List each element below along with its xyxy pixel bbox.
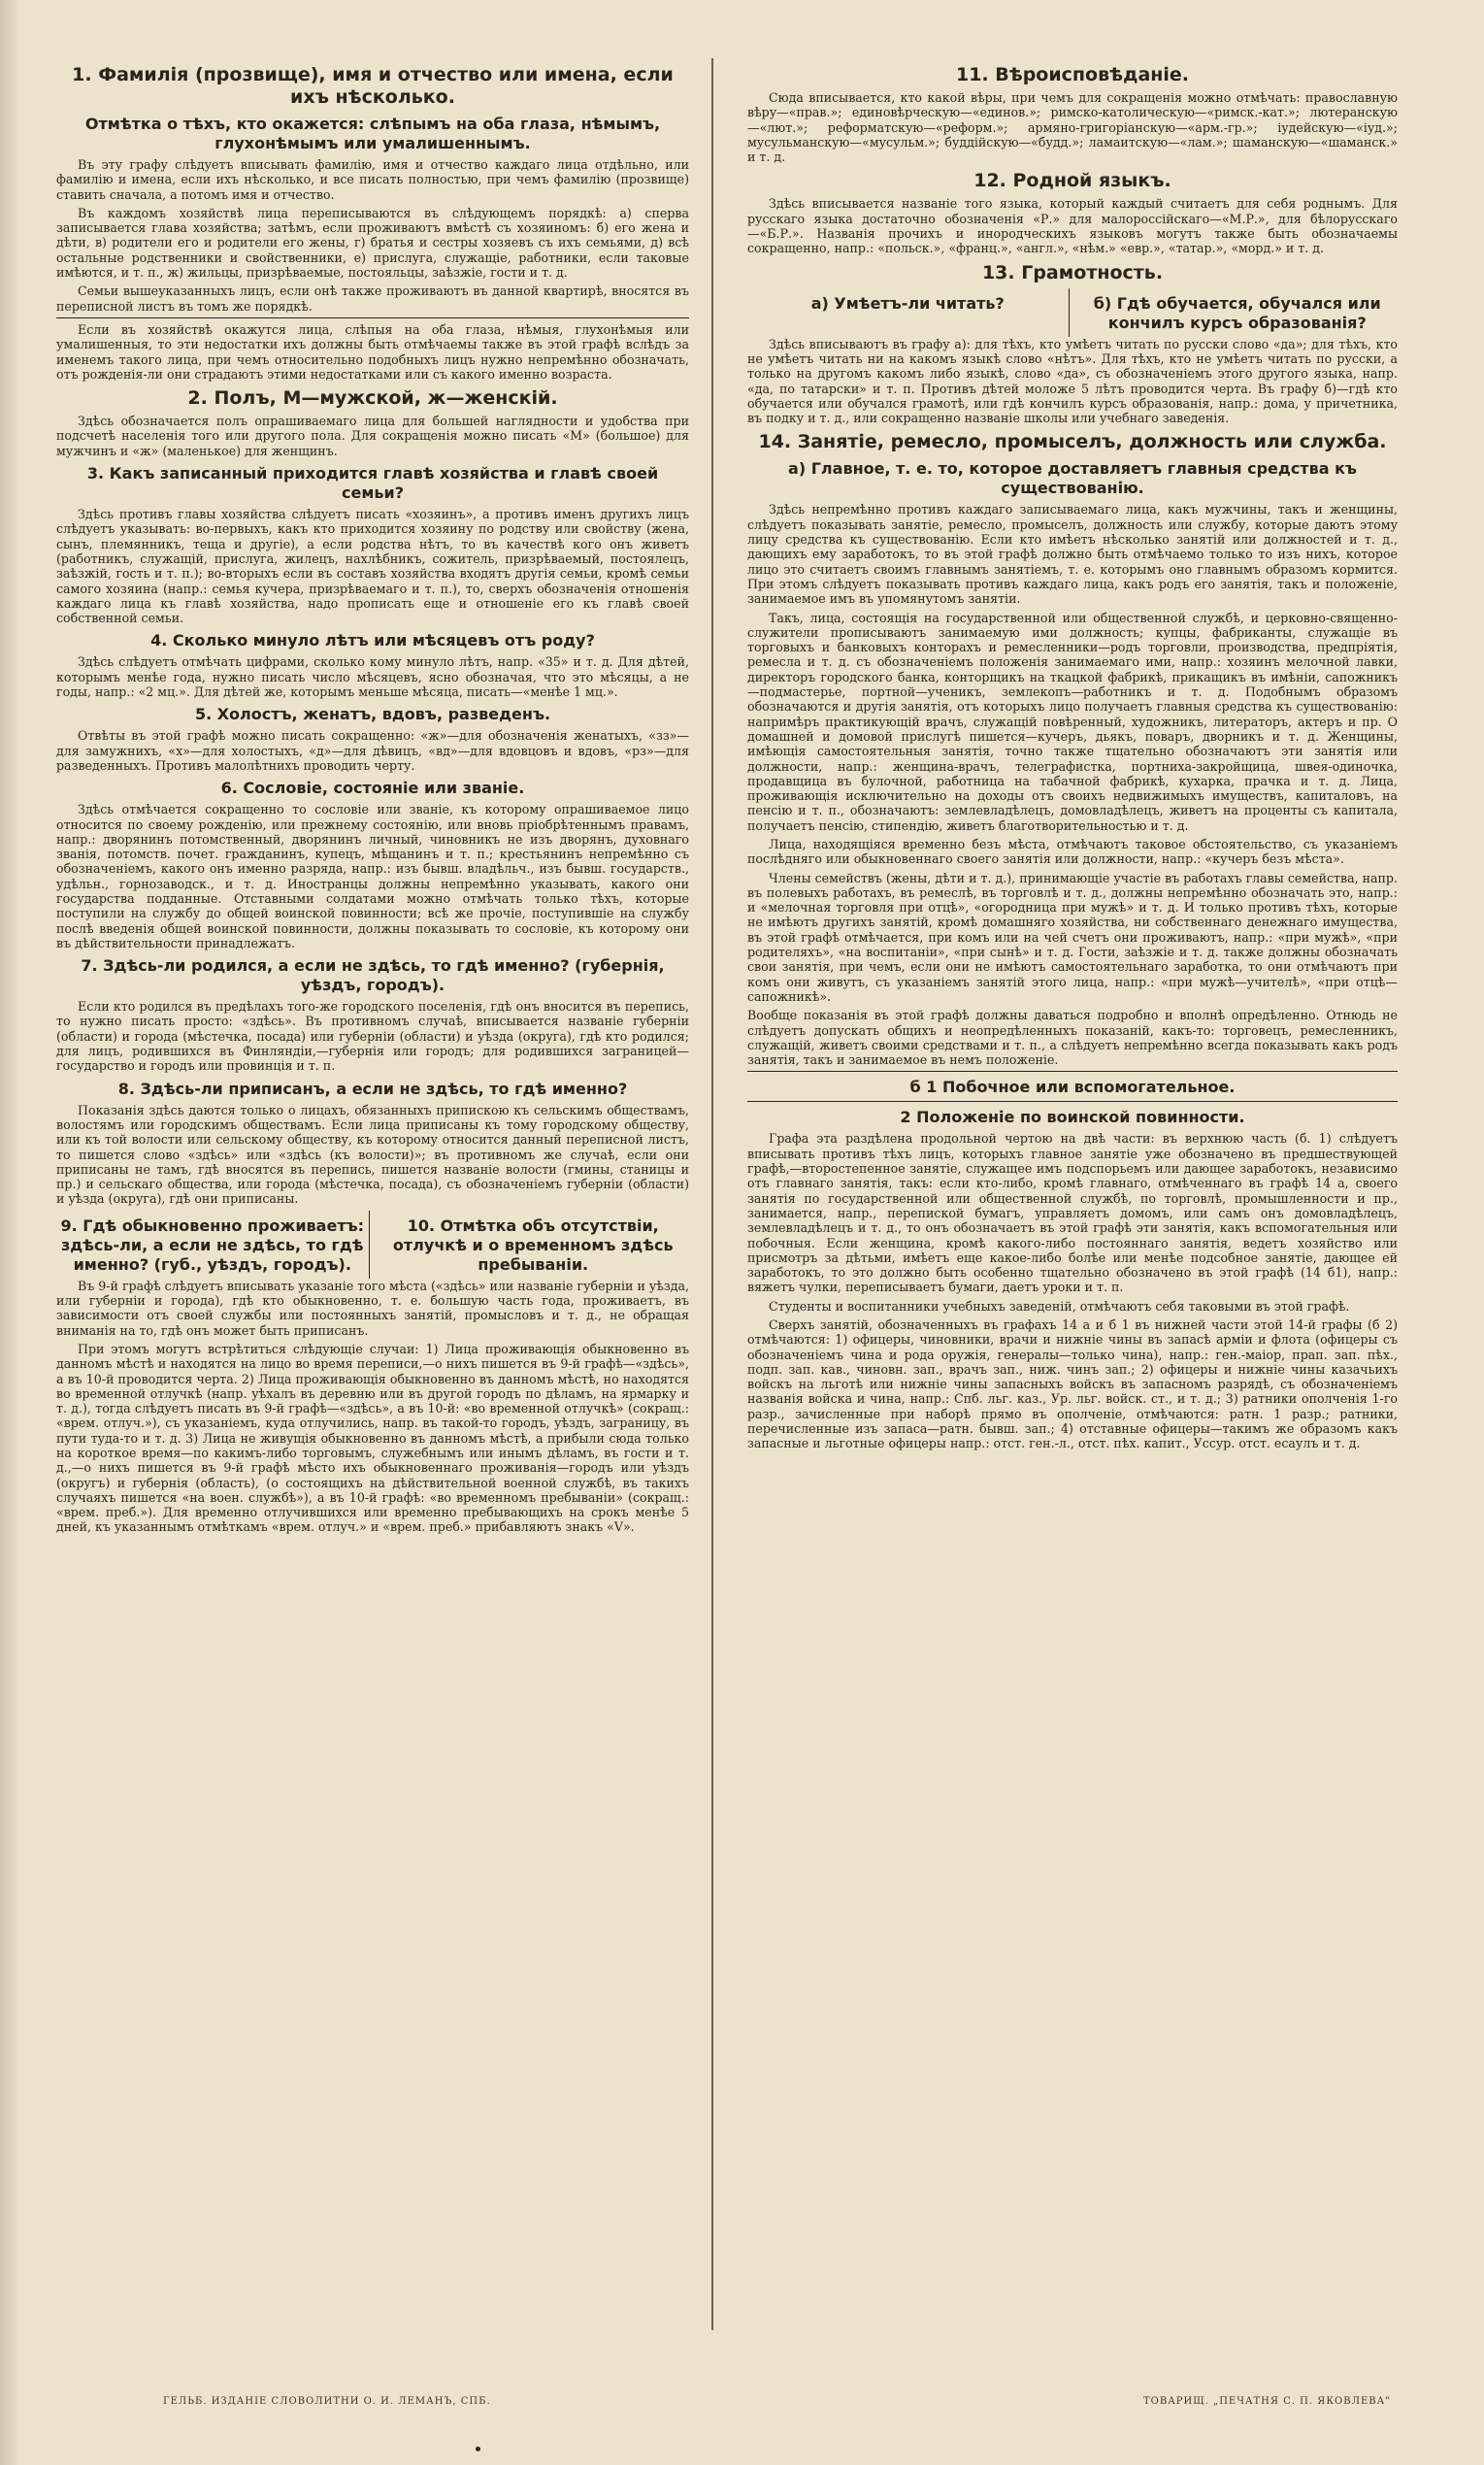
section-14-text: Лица, находящіяся временно безъ мѣста, отмѣчаютъ таковое обстоятельство, съ указаніемъ послѣдняго или обыкновеннаго своего занятія или должности, напр.: «кучеръ безъ мѣста». <box>747 836 1398 867</box>
section-9-title: 9. Гдѣ обыкновенно проживаетъ: здѣсь-ли, а если не здѣсь, то гдѣ именно? (губ., уѣздъ, городъ). <box>60 1216 365 1274</box>
section-6-text: Здѣсь отмѣчается сокращенно то сословіе или званіе, къ которому опрашиваемое лицо относится по своему рожденію, или прежнему состоянію, или вновь пріобрѣтеннымъ правамъ, напр.: дворянинъ потомственный, дворянинъ личный, чиновникъ не изъ дворянъ, духовнаго званія, потомств. почет. гражданинъ, купецъ, мѣщанинъ и т. п.; крестьянинъ непремѣнно съ обозначеніемъ, какого онъ именно разряда, напр.: изъ бывш. владѣльч., изъ бывш. государств., удѣльн., горнозаводск., и т. д. Иностранцы должны непремѣнно указывать, какого они государства подданные. Отставными солдатами можно отмѣчать только тѣхъ, которые поступили на службу до общей воинской повинности; всѣ же прочіе, поступившіе на службу послѣ введенія общей воинской повинности, должны показывать то сословіе, къ которому они въ дѣйствительности принадлежатъ. <box>56 802 689 950</box>
section-2-title: 2. Полъ, М—мужской, ж—женскій. <box>187 387 558 410</box>
divider <box>56 317 689 318</box>
section-1-text: Въ каждомъ хозяйствѣ лица переписываются въ слѣдующемъ порядкѣ: а) сперва записывается глава хозяйства; затѣмъ, если проживаютъ вмѣстѣ съ хозяиномъ: б) его жена и дѣти, в) родители его и родители его жены, г) братья и сестры хозяевъ съ ихъ семьями, д) всѣ остальные родственники и свойственники, е) прислуга, служащіе, работники, если таковые имѣются, и т. п., ж) жильцы, призрѣваемые, постояльцы, заѣзжіе, гости и т. д. <box>56 205 689 281</box>
section-14b-text: Сверхъ занятій, обозначенныхъ въ графахъ 14 а и б 1 въ нижней части этой 14-й графы (б 2) отмѣчаются: 1) офицеры, чиновники, врачи и нижніе чины въ запасѣ арміи и флота (офицеры съ обозначеніемъ чина и рода оружія, генералы—только чина), напр.: ген.-маіор, прап. зап. пѣх., подп. зап. кав., чиновн. зап., врачъ зап., ниж. чинъ зап.; 2) офицеры и нижніе чины казачьихъ войскъ на льготѣ или нижніе чины запасныхъ войскъ въ запасномъ разрядѣ, съ обозначеніемъ названія войска и чина, напр.: Спб. льг. каз., Ур. льг. войск. ст., и т. д.; 3) ратники ополченія 1-го разр., зачисленные при наборѣ прямо въ ополченіе, отмѣчаются: ратн. 1 разр.; ратники, перечисленные изъ запаса—ратн. бывш. зап.; 4) отставные офицеры—такимъ же образомъ какъ запасные и льготные офицеры напр.: отст. ген.-л., отст. пѣх. капит., Уссур. отст. есаулъ и т. д. <box>747 1317 1398 1451</box>
section-14-subtitle: а) Главное, т. е. то, которое доставляетъ главныя средства къ существованію. <box>788 459 1357 498</box>
section-14b-text: Студенты и воспитанники учебныхъ заведеній, отмѣчаютъ себя таковыми въ этой графѣ. <box>769 1298 1350 1314</box>
section-5-text: Отвѣты въ этой графѣ можно писать сокращенно: «ж»—для обозначенія женатыхъ, «зз»—для замужнихъ, «х»—для холостыхъ, «д»—для дѣвицъ, «вд»—для вдовцовъ и вдовъ, «рз»—для разведенныхъ. Противъ малолѣтнихъ проводить черту. <box>56 728 689 773</box>
section-8-title: 8. Здѣсь-ли приписанъ, а если не здѣсь, то гдѣ именно? <box>117 1079 628 1098</box>
section-2-text: Здѣсь обозначается полъ опрашиваемаго лица для большей наглядности и удобства при подсчетѣ населенія того или другого пола. Для сокращенія можно писать «М» (большое) для мужчинъ и «ж» (маленькое) для женщинъ. <box>56 414 689 458</box>
section-11-text: Сюда вписывается, кто какой вѣры, при чемъ для сокращенія можно отмѣчать: православную вѣру—«прав.»; единовѣрческую—«единов.»; римско-католическую—«римск.-кат.»; лютеранскую—«лют.»; реформатскую—«реформ.»; армяно-григоріанскую—«арм.-гр.»; іудейскую—«іуд.»; мусульманскую—«мусульм.»; буддійскую—«будд.»; ламаитскую—«лам.»; шаманскую—«шаманск.» и т. д. <box>747 90 1398 165</box>
section-1-text: Семьи вышеуказанныхъ лицъ, если онѣ также проживаютъ въ данной квартирѣ, вносятся въ переписной листъ въ томъ же порядкѣ. <box>56 283 689 314</box>
section-14-text: Такъ, лица, состоящія на государственной или общественной службѣ, и церковно-священно-служители прописываютъ занимаемую ими должность; купцы, фабриканты, служащіе въ торговыхъ и банковыхъ конторахъ и ремесленники—родъ торговли, производства, предпріятія, ремесла и т. д. съ обозначеніемъ положенія занимаемаго ими, напр.: хозяинъ мелочной лавки, директоръ городского банка, конторщикъ на ткацкой фабрикѣ, прикащикъ въ имѣніи, сапожникъ—подмастерье, портной—ученикъ, землекопъ—работникъ и т. д. Подобнымъ образомъ обозначаются и другія занятія, отъ которыхъ лицо получаетъ главныя средства къ существованію: напримѣръ практикующій врачъ, служащій повѣренный, художникъ, литераторъ, актеръ и пр. О домашней и домовой прислугѣ пишется—кучеръ, дьякъ, поваръ, дворникъ и т. д. Женщины, имѣющія самостоятельныя занятія, точно также тщательно обозначаютъ эти занятія или должности, напр.: женщина-врачъ, телеграфистка, портниха-закройщица, швея-одиночка, продавщица въ булочной, работница на табачной фабрикѣ, кухарка, прачка и т. д. Лица, проживающія исключительно на доходы отъ своихъ недвижимыхъ имуществъ, капиталовъ, на пенсію и т. п., обозначаютъ: землевладѣлецъ, домовладѣлецъ, живетъ на проценты съ капитала, получаетъ пенсію, стипендію, живетъ благотворительностью и т. д. <box>747 610 1398 833</box>
page-edge-shadow <box>0 0 21 2465</box>
section-9-text: Въ 9-й графѣ слѣдуетъ вписывать указаніе того мѣста («здѣсь» или названіе губерніи и уѣзда, или губерніи и города), гдѣ кто обыкновенно, т. е. большую часть года, проживаетъ, въ зависимости отъ своей службы или постоянныхъ занятій, промысловъ и т. д., не обращая вниманія на то, гдѣ онъ может быть приписанъ. <box>56 1278 689 1338</box>
section-4-text: Здѣсь слѣдуетъ отмѣчать цифрами, сколько кому минуло лѣтъ, напр. «35» и т. д. Для дѣтей, которымъ менѣе года, нужно писать число мѣсяцевъ, ясно обозначая, что это мѣсяцы, а не годы, напр.: «2 мц.». Для дѣтей же, которымъ меньше мѣсяца, писать—«менѣе 1 мц.». <box>56 654 689 700</box>
section-14-text: Здѣсь непремѣнно противъ каждаго записываемаго лица, какъ мужчины, такъ и женщины, слѣдуетъ показывать занятіе, ремесло, промыселъ, должность или службу, которые даютъ этому лицу средства къ существованію. Если кто имѣетъ нѣсколько занятій или должностей и т. д., дающихъ ему заработокъ, то въ этой графѣ должно быть отмѣчаемо только то изъ нихъ, которое лицо это считаетъ своимъ главнымъ занятіемъ, т. е. которымъ оно главнымъ образомъ кормится. При этомъ слѣдуетъ показывать противъ каждаго лица, какъ родъ его занятія, такъ и положеніе, занимаемое имъ въ упомянутомъ занятіи. <box>747 502 1398 607</box>
printer-credit-left: ГЕЛЬБ. ИЗДАНІЕ СЛОВОЛИТНИ О. И. ЛЕМАНЪ, СПБ. <box>163 2396 491 2407</box>
section-13-text: Здѣсь вписываютъ въ графу а): для тѣхъ, кто умѣетъ читать по русски слово «да»; для тѣхъ, кто не умѣетъ читать ни на какомъ языкѣ слово «нѣтъ». Для тѣхъ, кто не умѣетъ читать по русски, а только на другомъ какомъ либо языкѣ, слово «да», съ обозначеніемъ этого другого языка, напр. «да, по татарски» и т. п. Противъ дѣтей моложе 5 лѣтъ проводится черта. Въ графу б)—гдѣ кто обучается или обучался грамотѣ, или гдѣ кончилъ курсъ образованія, напр.: дома, у причетника, въ подку и т. д., или сокращенно названіе школы или учебнаго заведенія. <box>747 336 1398 426</box>
section-9-text: При этомъ могутъ встрѣтиться слѣдующіе случаи: 1) Лица проживающія обыкновенно въ данномъ мѣстѣ и находятся на лицо во время переписи,—о нихъ пишется въ 9-й графѣ—«здѣсь», а въ 10-й проводится черта. 2) Лица проживающія обыкновенно въ данномъ мѣстѣ, но находятся во временной отлучкѣ (напр. уѣхалъ въ деревню или въ другой городъ по дѣламъ, на ярмарку и т. д.), тогда слѣдуетъ писать въ 9-й графѣ—«здѣсь», а въ 10-й: «во временной отлучкѣ» (сокращ.: «врем. отлуч.»), съ указаніемъ, куда отлучились, напр. въ такой-то городъ, уѣздъ, заграницу, въ пути туда-то и т. д. 3) Лица не живущія обыкновенно въ данномъ мѣстѣ, а прибыли сюда только на короткое время—по какимъ-либо торговымъ, служебнымъ или инымъ дѣламъ, въ гости и т. д.,—о нихъ пишется въ 9-й графѣ мѣсто ихъ обыкновеннаго проживанія—городъ или уѣздъ (округъ) и губернія (область), (о состоящихъ на дѣйствительной военной службѣ, въ такихъ случаяхъ пишется «на воен. службѣ»), а въ 10-й графѣ: «во временномъ пребываніи» (сокращ.: «врем. преб.»). Для временно отлучившихся или временно пребывающихъ на срокъ менѣе 5 дней, къ указаннымъ отмѣткамъ «врем. отлуч.» и «врем. преб.» прибавляютъ знакъ «V». <box>56 1341 689 1535</box>
column-divider <box>711 58 713 2330</box>
section-14b1-title: б 1 Побочное или вспомогательное. <box>909 1078 1236 1097</box>
section-7-title: 7. Здѣсь-ли родился, а если не здѣсь, то гдѣ именно? (губернія, уѣздъ, городъ). <box>81 956 665 995</box>
section-3-title: 3. Какъ записанный приходится главѣ хозяйства и главѣ своей семьи? <box>86 464 659 503</box>
section-6-title: 6. Сословіе, состояніе или званіе. <box>220 779 525 798</box>
divider <box>747 1071 1398 1072</box>
section-3-text: Здѣсь противъ главы хозяйства слѣдуетъ писать «хозяинъ», а противъ именъ другихъ лицъ слѣдуетъ указывать: во-первыхъ, какъ кто приходится хозяину по родству или свойству (жена, сынъ, племянникъ, теща и другіе), а если родства нѣтъ, то въ качествѣ кого онъ живетъ (работникъ, служащій, прислуга, жилецъ, нахлѣбникъ, сожитель, призрѣваемый, постоялецъ, заѣзжій, гость и т. п.); во-вторыхъ если въ составъ хозяйства входятъ другія семьи, кромѣ семьи самого хозяина (напр.: семья кучера, призрѣваемаго и т. п.), то, сверхъ обозначенія отношенія каждаго лица къ главѣ хозяйства, надо прописать еще и отношеніе его къ главѣ своей собственной семьи. <box>56 507 689 626</box>
section-14-note: Вообще показанія въ этой графѣ должны даваться подробно и вполнѣ опредѣленно. Отнюдь не слѣдуетъ допускать общихъ и неопредѣленныхъ показаній, какъ-то: торговецъ, ремесленникъ, служащій, живетъ своими средствами и т. п., а слѣдуетъ непремѣнно всегда показывать какъ родъ занятія, такъ и занимаемое въ немъ положеніе. <box>747 1008 1398 1068</box>
section-1-text: Если въ хозяйствѣ окажутся лица, слѣпыя на оба глаза, нѣмыя, глухонѣмыя или умалишенныя, то эти недостатки ихъ должны быть отмѣчаемы также въ этой графѣ вслѣдъ за именемъ такого лица, при чемъ относительно подобныхъ лицъ нужно непремѣнно обозначать, отъ рожденія-ли они страдаютъ этими недостатками или съ какого именно возраста. <box>56 321 689 382</box>
section-1-subtitle: Отмѣтка о тѣхъ, кто окажется: слѣпымъ на оба глаза, нѣмымъ, глухонѣмымъ или умалишеннымъ. <box>84 115 661 152</box>
section-13a-title: а) Умѣетъ-ли читать? <box>810 293 1005 313</box>
sections-9-10-header <box>56 1211 689 1279</box>
section-13-subheads <box>747 288 1398 337</box>
section-13-title: 13. Грамотность. <box>981 261 1164 283</box>
section-8-text: Показанія здѣсь даются только о лицахъ, обязанныхъ припискою къ сельскимъ обществамъ, волостямъ или городскимъ обществамъ. Если лица приписаны къ тому городскому обществу, или къ той волости или сельскому обществу, къ которому относится данный переписной листъ, то пишется слово «здѣсь» или «здѣсь (къ волости)»; въ противномъ же случаѣ, если они приписаны не тамъ, гдѣ вносятся въ перепись, пишется названіе волости (гмины, станицы и пр.) и сельскаго общества, или города (мѣстечка, посада), съ обозначеніемъ губерніи (области) и уѣзда (округа), гдѣ они приписаны. <box>56 1102 689 1207</box>
section-4-title: 4. Сколько минуло лѣтъ или мѣсяцевъ отъ роду? <box>150 631 595 650</box>
section-7-text: Если кто родился въ предѣлахъ того-же городского поселенія, гдѣ онъ вносится въ перепись, то нужно писать просто: «здѣсь». Въ противномъ случаѣ, вписывается названіе губерніи (области) и города (мѣстечка, посада) или губерніи (области) и уѣзда (округа), гдѣ кто родился; для лицъ, родившихся въ Финляндіи,—губернія или городъ; для родившихся заграницей—государство и городъ или провинція и т. п. <box>56 999 689 1074</box>
ink-dot <box>476 2447 480 2451</box>
section-12-title: 12. Родной языкъ. <box>973 170 1171 192</box>
section-14-title: 14. Занятіе, ремесло, промыселъ, должность или служба. <box>758 431 1387 453</box>
section-1-text: Въ эту графу слѣдуетъ вписывать фамилію, имя и отчество каждаго лица отдѣльно, или фамилію и имена, если ихъ нѣсколько, и все писать полностью, при чемъ фамилію (прозвище) ставить сначала, а потомъ имя и отчество. <box>56 157 689 202</box>
section-14b2-title: 2 Положеніе по воинской повинности. <box>900 1108 1245 1127</box>
section-12-text: Здѣсь вписывается названіе того языка, который каждый считаетъ для себя роднымъ. Для русскаго языка достаточно обозначенія «Р.» для малороссійскаго—«М.Р.», для бѣлорусскаго—«Б.Р.». Названія прочихъ и инородческихъ языковъ могутъ также быть обозначаемы сокращенно, напр.: «польск.», «франц.», «англ.», «нѣм.» «евр.», «татар.», «морд.» и т. д. <box>747 196 1398 256</box>
section-5-title: 5. Холостъ, женатъ, вдовъ, разведенъ. <box>194 705 551 724</box>
divider <box>747 1101 1398 1102</box>
right-column <box>747 58 1398 1455</box>
section-1-title: 1. Фамилія (прозвище), имя и отчество или имена, если ихъ нѣсколько. <box>72 64 674 108</box>
printer-credit-right: ТОВАРИЩ. „ПЕЧАТНЯ С. П. ЯКОВЛЕВА" <box>1143 2396 1391 2407</box>
section-14-text: Члены семействъ (жены, дѣти и т. д.), принимающіе участіе въ работахъ главы семейства, напр. въ полевыхъ работахъ, въ ремеслѣ, въ торговлѣ и т. д., должны непремѣнно обозначать это, напр.: и «мелочная торговля при отцѣ», «огородница при мужѣ» и т. д. И только противъ тѣхъ, которые не имѣютъ другихъ занятій, кромѣ домашняго хозяйства, ни собственнаго денежнаго имущества, въ этой графѣ отмѣчается, при комъ или на чей счетъ они проживаютъ, напр.: «при мужѣ», «при родителяхъ», «на воспитаніи», «при сынѣ» и т. д. Гости, заѣзжіе и т. д. также должны обозначать свои занятія, при чемъ, если они не имѣютъ самостоятельнаго заработка, то они отмѣчаютъ при комъ они живутъ, съ указаніемъ занятій этого лица, напр.: «при мужѣ—учителѣ», «при отцѣ—сапожникѣ». <box>747 870 1398 1004</box>
section-14b-text: Графа эта раздѣлена продольной чертою на двѣ части: въ верхнюю часть (б. 1) слѣдуетъ вписывать противъ тѣхъ лицъ, которыхъ главное занятіе уже обозначено въ предшествующей графѣ,—второстепенное занятіе, служащее имъ подспорьемъ или дающее заработокъ, независимо отъ главнаго занятія, такъ: если кто-либо, кромѣ главнаго, отмѣченнаго въ графѣ 14 а, своего занятія по государственной или общественной службѣ, по торговлѣ, промышленности и пр., занимается, напр., перепиской бумагъ, управляетъ домомъ, или самъ онъ домовладѣлецъ, землевладѣлецъ и т. д., то онъ обозначаетъ въ этой графѣ эти занятія, какъ вспомогательныя или побочныя. Если женщина, кромѣ какого-либо постояннаго занятія, ведетъ хозяйство или присмотръ за дѣтьми, имѣетъ еще какое-либо болѣе или менѣе подсобное занятіе, дающее ей заработокъ, то это должно быть особенно тщательно обозначено въ этой графѣ (14 б1), напр.: вяжетъ чулки, переписываетъ бумаги, даетъ уроки и т. п. <box>747 1131 1398 1295</box>
section-11-title: 11. Вѣроисповѣданіе. <box>955 64 1190 85</box>
left-column <box>56 58 689 1539</box>
section-13b-title: б) Гдѣ обучается, обучался или кончилъ курсъ образованія? <box>1093 293 1381 332</box>
section-10-title: 10. Отмѣтка объ отсутствіи, отлучкѣ и о временномъ здѣсь пребываніи. <box>392 1216 674 1274</box>
